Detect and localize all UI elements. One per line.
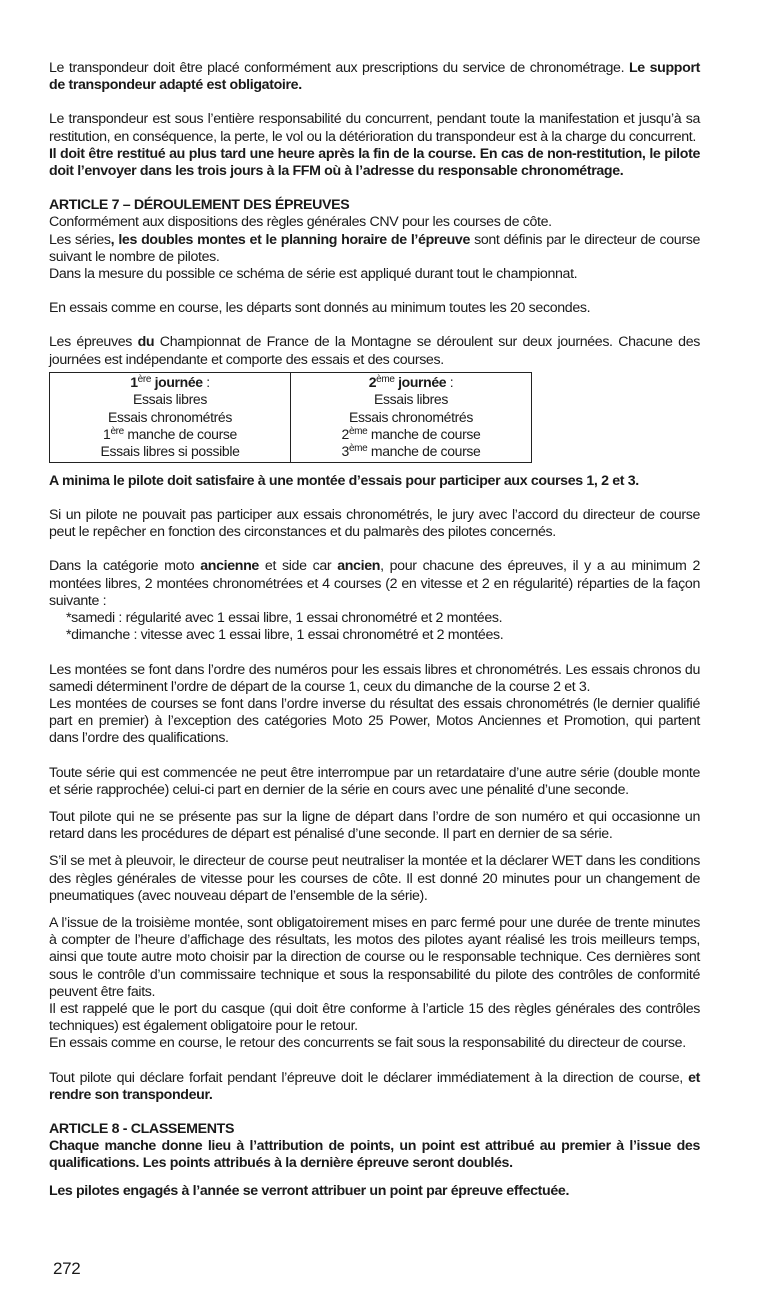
day-1-item	[50, 391, 290, 408]
ordinal-suffix: ème	[348, 443, 368, 455]
item-text: manche de course	[367, 426, 481, 443]
item-text: Essais libres	[132, 391, 208, 408]
bold-text: ancien	[337, 558, 381, 575]
schedule-table	[49, 372, 532, 463]
departs-paragraph: En essais comme en course, les départs sont donnés au minimum toutes les 20 secondes.	[49, 300, 591, 317]
day-2-item	[291, 443, 531, 460]
retour-paragraph: En essais comme en course, le retour des concurrents se fait sous la responsabilité du directeur de course.	[49, 1035, 686, 1052]
article-7-line3: Dans la mesure du possible ce schéma de série est appliqué durant tout le championnat.	[49, 266, 578, 283]
day-label: journée	[394, 373, 447, 390]
item-text: Essais libres	[373, 391, 449, 408]
casque-paragraph: Il est rappelé que le port du casque (qui doit être conforme à l’article 15 des règles générales des contrôles techniques) est également obligatoire pour le retour.	[49, 1000, 700, 1035]
transponder-placement-paragraph	[49, 60, 700, 94]
text: Le transpondeur doit être placé conformément aux prescriptions du service de chronométrage.	[49, 60, 629, 76]
dimanche-item: *dimanche : vitesse avec 1 essai libre, 1 essai chronométré et 2 montées.	[66, 627, 504, 644]
text: Le transpondeur est sous l’entière responsabilité du concurrent, pendant toute la manifestation et jusqu’à sa restitution, en conséquence, la perte, le vol ou la détérioration du transpondeur est à la charge du concurrent.	[49, 111, 700, 145]
text: Les séries	[49, 231, 111, 248]
item-text: manche de course	[123, 426, 237, 443]
day-2-item	[291, 391, 531, 408]
bold-text: Il doit être restitué au plus tard une heure après la fin de la course. En cas de non-restitution, le pilote doit l’envoyer dans les trois jours à la FFM où à l’adresse du responsable chronométrage.	[49, 145, 700, 180]
article-7-heading: ARTICLE 7 – DÉROULEMENT DES ÉPREUVES	[49, 197, 350, 214]
text: sont définis par le directeur de course suivant le nombre de pilotes.	[49, 231, 700, 265]
text: et side car	[258, 558, 338, 575]
article-8-paragraph-2: Les pilotes engagés à l’année se verront attribuer un point par épreuve effectuée.	[49, 1182, 570, 1199]
day-1-item	[50, 443, 290, 460]
item-number: 1	[103, 426, 111, 443]
ordinal-suffix: ème	[376, 373, 395, 385]
bold-text: , les doubles montes et le planning horaire de l’épreuve	[110, 231, 470, 248]
epreuves-paragraph	[49, 334, 700, 368]
ordinal-suffix: ère	[137, 373, 152, 385]
forfait-paragraph	[49, 1070, 700, 1104]
montees-paragraph-1: Les montées se font dans l’ordre des numéros pour les essais libres et chronométrés. Les essais chronos du samedi déterminent l’ordre de départ de la course 1, ceux du dimanche de la course 2 et 3.	[49, 661, 700, 695]
a-minima-paragraph: A minima le pilote doit satisfaire à une montée d’essais pour participer aux courses 1, 2 et 3.	[49, 472, 639, 489]
montees-paragraph-2: Les montées de courses se font dans l’ordre inverse du résultat des essais chronométrés (le dernier qualifié part en premier) à l’exception des catégories Moto 25 Power, Motos Anciennes et Promotion, qui partent dans l’ordre des qualifications.	[49, 695, 700, 747]
item-number: 3	[341, 443, 349, 460]
text: , pour chacune des épreuves, il y a au minimum 2 montées libres, 2 montées chronométrées et 4 courses (2 en vitesse et 2 en régularité) réparties de la façon suivante :	[49, 558, 700, 609]
bold-text: du	[137, 334, 155, 351]
repechage-paragraph: Si un pilote ne pouvait pas participer aux essais chronométrés, le jury avec l’accord du directeur de course peut le repêcher en fonction des circonstances et du palmarès des pilotes concernés.	[49, 507, 700, 541]
item-number: 2	[341, 426, 349, 443]
bold-text: ancienne	[200, 558, 259, 575]
item-text: manche de course	[367, 443, 481, 460]
day-label: journée	[151, 373, 203, 390]
colon: :	[202, 373, 210, 390]
text: Championnat de France de la Montagne se déroulent sur deux journées. Chacune des journées est indépendante et comporte des essais et des courses.	[49, 334, 701, 368]
item-text: Essais chronométrés	[348, 408, 474, 425]
day-number: 2	[368, 373, 377, 390]
bold-text: Le support de transpondeur adapté est obligatoire.	[49, 60, 700, 94]
article-7-line2	[49, 232, 700, 266]
ordinal-suffix: ère	[110, 426, 124, 438]
item-text: Essais libres si possible	[100, 443, 240, 460]
day-1-cell	[50, 372, 291, 462]
day-1-header	[50, 374, 290, 391]
text: Les épreuves	[49, 334, 138, 351]
ancienne-paragraph	[49, 558, 700, 610]
text: Dans la catégorie moto	[49, 558, 201, 575]
samedi-item: *samedi : régularité avec 1 essai libre, 1 essai chronométré et 2 montées.	[66, 610, 503, 627]
text: Tout pilote qui déclare forfait pendant l’épreuve doit le déclarer immédiatement à la direction de course,	[49, 1069, 689, 1086]
day-1-item	[50, 409, 290, 426]
colon: :	[446, 373, 454, 390]
parc-ferme-paragraph: A l’issue de la troisième montée, sont obligatoirement mises en parc fermé pour une durée de trente minutes à compter de l’heure d’affichage des résultats, les motos des pilotes ayant réalisé les trois meilleurs temps, ainsi que toute autre moto choisir par la direction de course ou le responsable technique. Ces dernières sont sous le contrôle d’un commissaire technique et sous la responsabilité du pilote des contrôles de conformité peuvent être faits.	[49, 914, 700, 1000]
transponder-responsibility-paragraph	[49, 111, 700, 180]
day-2-item	[291, 426, 531, 443]
page-number: 272	[53, 1259, 81, 1278]
day-2-cell	[291, 372, 532, 462]
pluie-paragraph: S’il se met à pleuvoir, le directeur de course peut neutraliser la montée et la déclarer WET dans les conditions des règles générales de vitesse pour les courses de côte. Il est donné 20 minutes pour un changement de pneumatiques (avec nouveau départ de l’ensemble de la série).	[49, 853, 700, 904]
ordinal-suffix: ème	[348, 426, 368, 438]
day-2-item	[291, 409, 531, 426]
document-page	[49, 60, 700, 1200]
serie-paragraph: Toute série qui est commencée ne peut être interrompue par un retardataire d’une autre série (double monte et série rapprochée) celui-ci part en dernier de la série en cours avec une pénalité d’une seconde.	[49, 764, 700, 798]
day-1-item	[50, 426, 290, 443]
day-number: 1	[130, 373, 138, 390]
retard-paragraph: Tout pilote qui ne se présente pas sur la ligne de départ dans l’ordre de son numéro et qui occasionne un retard dans les procédures de départ est pénalisé d’une seconde. Il part en dernier de sa série.	[49, 808, 700, 843]
bold-text: et rendre son transpondeur.	[49, 1069, 700, 1103]
article-8-paragraph-1: Chaque manche donne lieu à l’attribution de points, un point est attribué au premier à l’issue des qualifications. Les points attribués à la dernière épreuve seront doublés.	[49, 1138, 700, 1172]
item-text: Essais chronométrés	[107, 408, 233, 425]
day-2-header	[291, 374, 531, 391]
article-8-heading: ARTICLE 8 - CLASSEMENTS	[49, 1120, 235, 1137]
article-7-line1: Conformément aux dispositions des règles générales CNV pour les courses de côte.	[49, 214, 552, 231]
